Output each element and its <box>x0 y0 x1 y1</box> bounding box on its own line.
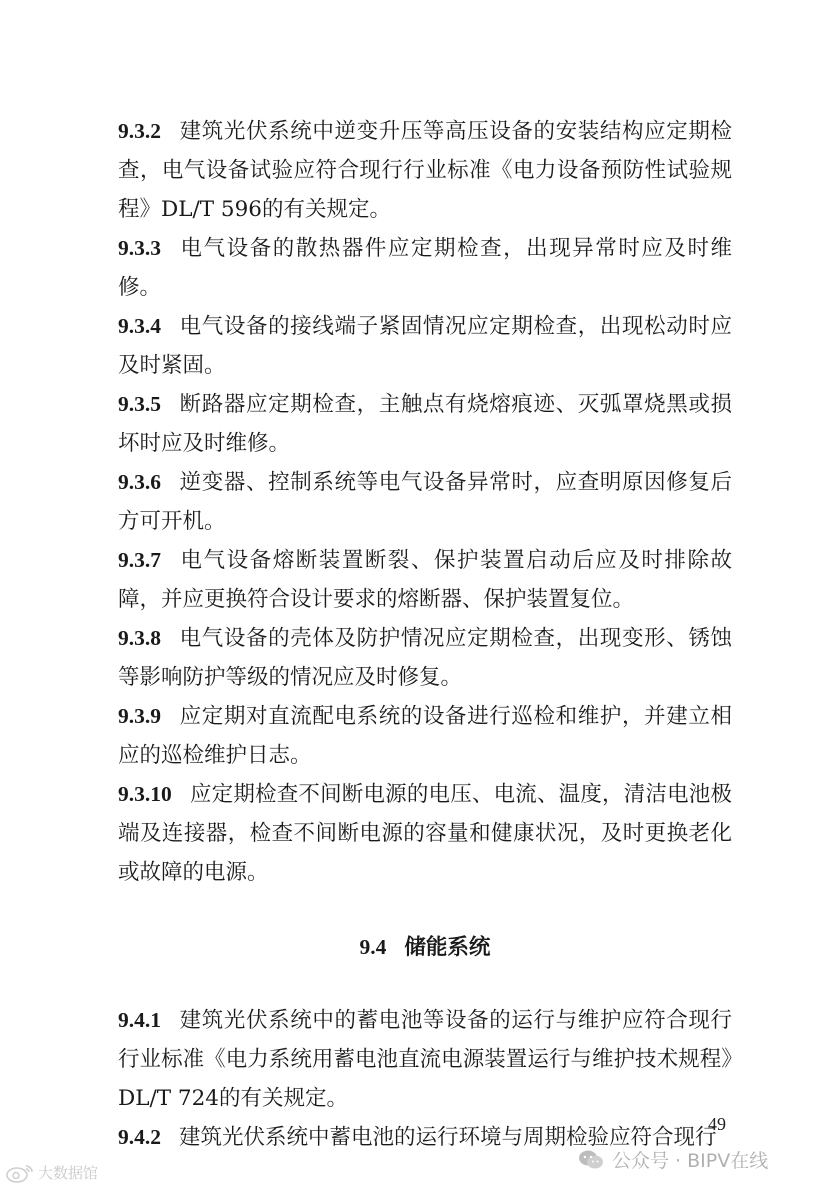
clauses-9-3 <box>118 112 732 892</box>
clause <box>118 463 732 541</box>
clause-number: 9.3.2 <box>118 119 161 143</box>
clause-number: 9.3.5 <box>118 392 161 416</box>
watermark-wechat-text: 公众号 · BIPV在线 <box>612 1150 769 1172</box>
clause-number: 9.3.3 <box>118 236 161 260</box>
clause-number: 9.3.9 <box>118 704 161 728</box>
clause <box>118 697 732 775</box>
clause-text: 应定期对直流配电系统的设备进行巡检和维护，并建立相应的巡检维护日志。 <box>118 704 732 768</box>
clause <box>118 619 732 697</box>
clause-text: 电气设备的散热器件应定期检查，出现异常时应及时维修。 <box>118 236 732 300</box>
page-number: 49 <box>708 1114 726 1134</box>
clause-text: 电气设备熔断装置断裂、保护装置启动后应及时排除故障，并应更换符合设计要求的熔断器、保护装置复位。 <box>118 548 732 612</box>
clause-text: 断路器应定期检查，主触点有烧熔痕迹、灭弧罩烧黑或损坏时应及时维修。 <box>118 392 732 456</box>
clause <box>118 307 732 385</box>
clause-number: 9.3.7 <box>118 548 161 572</box>
clause <box>118 775 732 892</box>
clause <box>118 385 732 463</box>
section-heading <box>118 932 732 963</box>
clause-number: 9.4.2 <box>118 1125 161 1149</box>
clause-text: 逆变器、控制系统等电气设备异常时，应查明原因修复后方可开机。 <box>118 470 732 534</box>
clause-text: 建筑光伏系统中蓄电池的运行环境与周期检验应符合现行 <box>179 1125 717 1150</box>
clause-text: 电气设备的接线端子紧固情况应定期检查，出现松动时应及时紧固。 <box>118 314 732 378</box>
clause-text: 电气设备的壳体及防护情况应定期检查，出现变形、锈蚀等影响防护等级的情况应及时修复。 <box>118 626 732 690</box>
clause-text: 建筑光伏系统中的蓄电池等设备的运行与维护应符合现行行业标准《电力系统用蓄电池直流电源装置运行与维护技术规程》DL/T 724的有关规定。 <box>118 1008 732 1111</box>
watermark-weibo-text: 大数据馆 <box>38 1164 99 1182</box>
clause <box>118 541 732 619</box>
clause-number: 9.3.10 <box>118 782 172 806</box>
clause <box>118 229 732 307</box>
section-title-text: 储能系统 <box>404 935 491 960</box>
clause <box>118 1001 732 1118</box>
watermark-wechat <box>578 1146 768 1173</box>
clause-number: 9.4.1 <box>118 1008 161 1032</box>
clause-text: 应定期检查不间断电源的电压、电流、温度，清洁电池极端及连接器，检查不间断电源的容量和健康状况，及时更换老化或故障的电源。 <box>118 782 732 885</box>
clause <box>118 112 732 229</box>
weibo-icon <box>6 1163 34 1183</box>
clauses-9-4 <box>118 1001 732 1157</box>
clause-text: 建筑光伏系统中逆变升压等高压设备的安装结构应定期检查，电气设备试验应符合现行行业标准《电力设备预防性试验规程》DL/T 596的有关规定。 <box>118 119 732 222</box>
section-number: 9.4 <box>359 935 387 959</box>
watermark-weibo <box>6 1162 98 1183</box>
wechat-icon <box>578 1149 604 1171</box>
clause-number: 9.3.4 <box>118 314 161 338</box>
clause-number: 9.3.8 <box>118 626 161 650</box>
clause-number: 9.3.6 <box>118 470 161 494</box>
document-body <box>118 112 732 1157</box>
